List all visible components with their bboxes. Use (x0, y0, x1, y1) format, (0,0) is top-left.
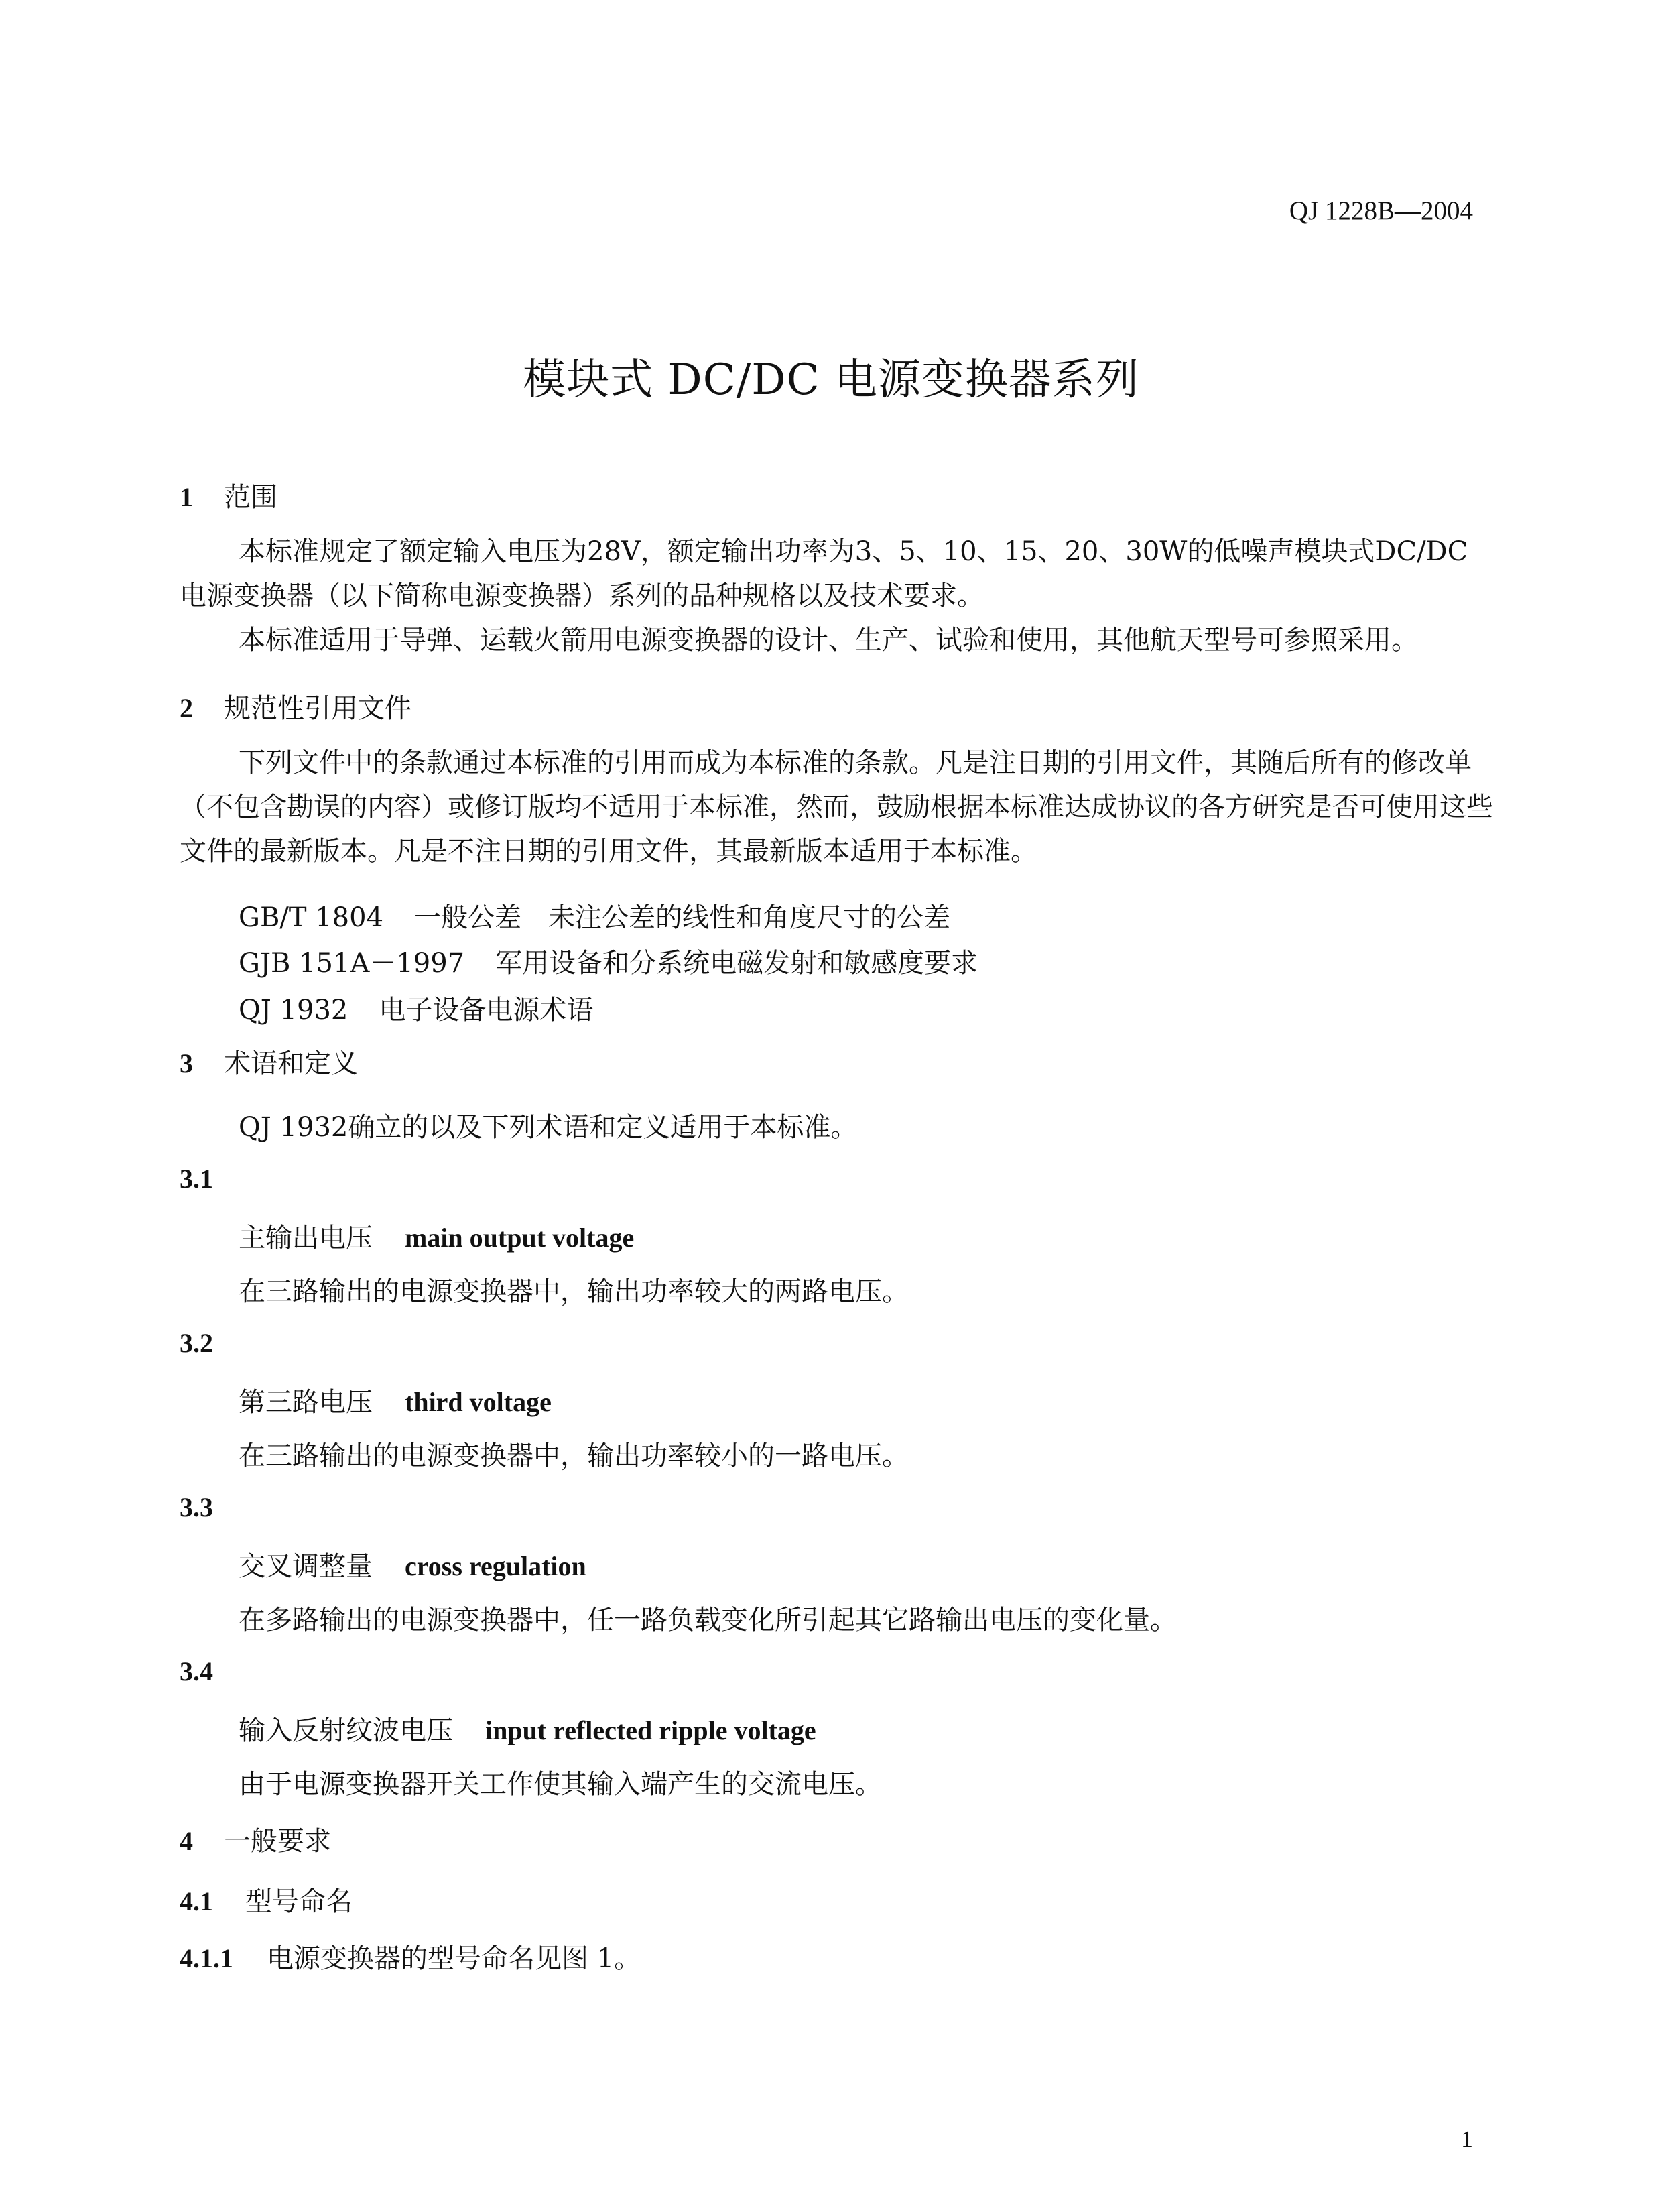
section-3-intro: QJ 1932确立的以及下列术语和定义适用于本标准。 (239, 1112, 858, 1143)
page-number: 1 (1461, 2126, 1473, 2152)
term-zh: 第三路电压 (239, 1387, 373, 1418)
term-definition: 在多路输出的电源变换器中，任一路负载变化所引起其它路输出电压的变化量。 (239, 1605, 1177, 1636)
reference-name: 军用设备和分系统电磁发射和敏感度要求 (495, 948, 978, 979)
section-number: 4.1.1 (180, 1943, 233, 1973)
section-title: 型号命名 (245, 1886, 353, 1917)
reference-code: QJ 1932 (239, 995, 348, 1026)
term-number: 3.4 (180, 1656, 213, 1686)
section-4-1-1-heading (180, 1937, 641, 1975)
section-title: 规范性引用文件 (224, 693, 411, 724)
section-2-paragraph-1: 下列文件中的条款通过本标准的引用而成为本标准的条款。凡是注日期的引用文件，其随后所有的修改单（不包含勘误的内容）或修订版均不适用于本标准，然而，鼓励根据本标准达成协议的各方研究是否可使用这些文件的最新版本。凡是不注日期的引用文件，其最新版本适用于本标准。 (180, 747, 1493, 867)
term-en: cross regulation (405, 1551, 586, 1581)
reference-name: 电子设备电源术语 (379, 995, 594, 1026)
section-number: 3 (180, 1048, 193, 1079)
term-zh: 交叉调整量 (239, 1551, 373, 1582)
section-1-heading (180, 476, 277, 514)
section-title: 范围 (224, 482, 277, 513)
section-4-heading (180, 1820, 331, 1858)
section-4-1-heading (180, 1880, 353, 1918)
term-en: input reflected ripple voltage (485, 1715, 816, 1745)
section-number: 2 (180, 693, 193, 723)
reference-name: 一般公差 未注公差的线性和角度尺寸的公差 (414, 902, 951, 933)
term-zh: 输入反射纹波电压 (239, 1715, 453, 1746)
document-title: 模块式 DC/DC 电源变换器系列 (523, 355, 1139, 405)
document-id: QJ 1228B—2004 (1289, 196, 1473, 225)
term-en: main output voltage (405, 1223, 635, 1253)
section-2-heading (180, 687, 411, 725)
term-heading (239, 1217, 634, 1255)
reference-item (239, 896, 950, 934)
section-number: 4 (180, 1826, 193, 1856)
term-heading (239, 1545, 586, 1583)
section-1-paragraph-2: 本标准适用于导弹、运载火箭用电源变换器的设计、生产、试验和使用，其他航天型号可参照采用。 (239, 625, 1418, 656)
term-heading (239, 1709, 816, 1747)
section-title: 一般要求 (224, 1826, 331, 1857)
term-definition: 在三路输出的电源变换器中，输出功率较小的一路电压。 (239, 1440, 909, 1471)
term-zh: 主输出电压 (239, 1223, 373, 1253)
section-number: 1 (180, 482, 193, 512)
reference-code: GB/T 1804 (239, 902, 384, 933)
term-number: 3.2 (180, 1328, 213, 1358)
term-definition: 在三路输出的电源变换器中，输出功率较大的两路电压。 (239, 1276, 909, 1307)
term-en: third voltage (405, 1387, 552, 1417)
term-number: 3.3 (180, 1492, 213, 1522)
section-title: 电源变换器的型号命名见图 1。 (267, 1943, 641, 1974)
reference-code: GJB 151A－1997 (239, 948, 465, 979)
section-1-paragraph-1: 本标准规定了额定输入电压为28V，额定输出功率为3、5、10、15、20、30W的低噪声模块式DC/DC电源变换器（以下简称电源变换器）系列的品种规格以及技术要求。 (180, 536, 1468, 611)
section-3-heading (180, 1042, 358, 1081)
reference-item (239, 989, 593, 1027)
term-definition: 由于电源变换器开关工作使其输入端产生的交流电压。 (239, 1769, 882, 1800)
term-heading (239, 1381, 552, 1419)
term-number: 3.1 (180, 1164, 213, 1194)
section-title: 术语和定义 (224, 1048, 358, 1079)
section-number: 4.1 (180, 1886, 213, 1916)
reference-item (239, 942, 978, 980)
